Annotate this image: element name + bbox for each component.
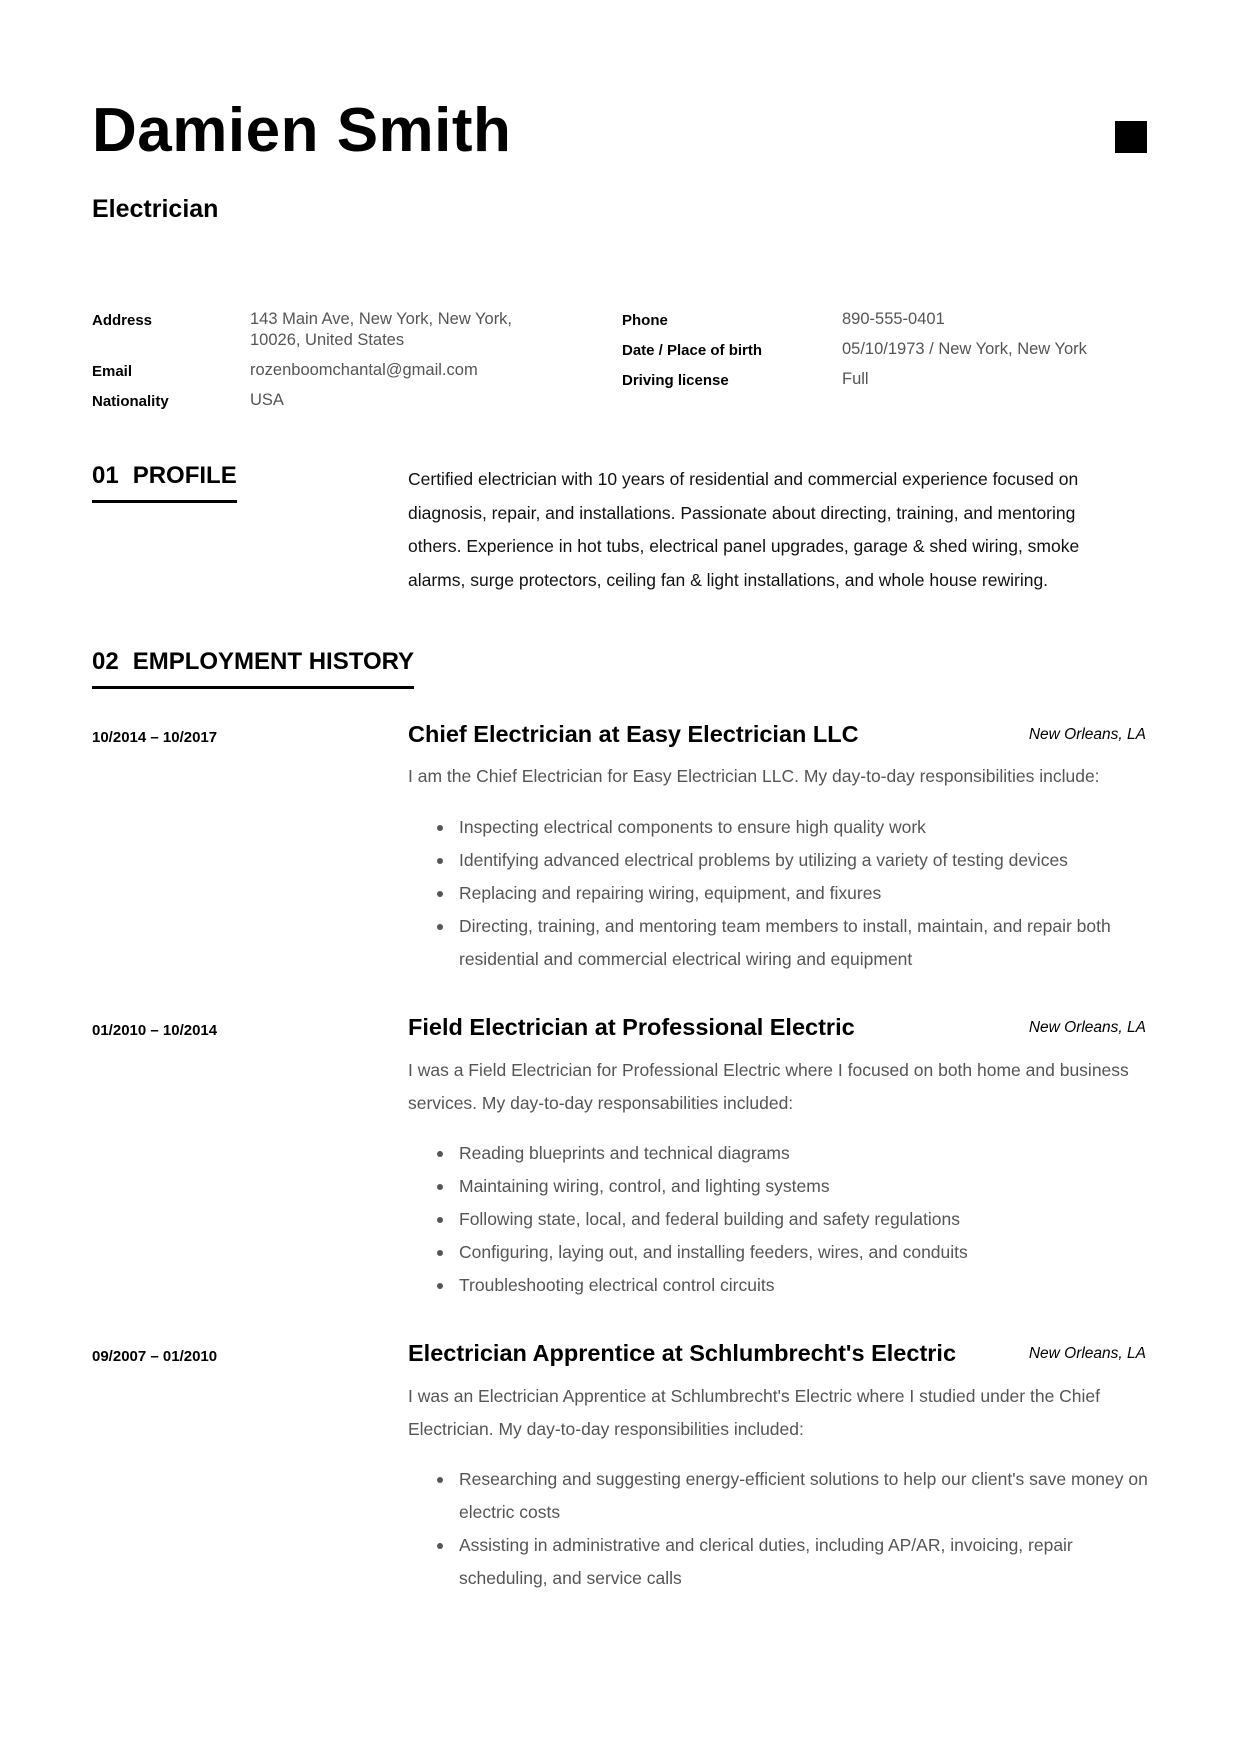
- job-dates: 10/2014 – 10/2017: [92, 729, 218, 746]
- job-location: New Orleans, LA: [1028, 1019, 1146, 1036]
- job-bullet-list: [408, 1137, 1150, 1302]
- section-number: 02: [92, 648, 119, 675]
- list-item: Reading blueprints and technical diagrams: [408, 1137, 1150, 1170]
- job-title-heading: Electrician: [92, 195, 219, 223]
- list-item: Following state, local, and federal building and safety regulations: [408, 1203, 1150, 1236]
- address-label: Address: [92, 312, 153, 329]
- list-item: Inspecting electrical components to ensure high quality work: [408, 811, 1150, 844]
- email-value[interactable]: rozenboomchantal@gmail.com: [250, 361, 478, 379]
- employment-heading: [92, 650, 414, 689]
- section-title: EMPLOYMENT HISTORY: [132, 648, 415, 675]
- job-title: Electrician Apprentice at Schlumbrecht's Electric: [408, 1340, 957, 1366]
- address-value-line2: 10026, United States: [250, 331, 405, 349]
- phone-label: Phone: [622, 312, 668, 329]
- license-label: Driving license: [622, 372, 729, 389]
- job-title: Field Electrician at Professional Electric: [408, 1014, 855, 1040]
- job-description: I was a Field Electrician for Professional Electric where I focused on both home and business services. My day-to-day responsabilities included:: [408, 1060, 1129, 1113]
- section-title: PROFILE: [132, 462, 237, 489]
- section-number: 01: [92, 462, 119, 489]
- job-bullet-list: [408, 811, 1150, 976]
- list-item: Directing, training, and mentoring team members to install, maintain, and repair both residential and commercial electrical wiring and equipment: [408, 910, 1150, 976]
- nationality-label: Nationality: [92, 393, 169, 410]
- list-item: Troubleshooting electrical control circuits: [408, 1269, 1150, 1302]
- resume-name: Damien Smith: [92, 96, 512, 165]
- birth-value: 05/10/1973 / New York, New York: [842, 340, 1087, 358]
- profile-text: Certified electrician with 10 years of residential and commercial experience focused on diagnosis, repair, and installations. Passionate about directing, training, and mentoring others. Experience in hot tubs, electrical panel upgrades, garage & shed wiring, smoke alarms, surge protectors, ceiling fan & light installations, and whole house rewiring.: [408, 469, 1080, 590]
- job-description: I am the Chief Electrician for Easy Electrician LLC. My day-to-day responsibilities include:: [408, 766, 1100, 786]
- list-item: Maintaining wiring, control, and lighting systems: [408, 1170, 1150, 1203]
- address-value-line1: 143 Main Ave, New York, New York,: [250, 310, 513, 328]
- job-title: Chief Electrician at Easy Electrician LLC: [408, 721, 859, 747]
- nationality-value: USA: [250, 391, 284, 409]
- job-location: New Orleans, LA: [1028, 1345, 1146, 1362]
- job-bullet-list: [408, 1463, 1150, 1595]
- list-item: Researching and suggesting energy-efficient solutions to help our client's save money on electric costs: [408, 1463, 1150, 1529]
- list-item: Configuring, laying out, and installing feeders, wires, and conduits: [408, 1236, 1150, 1269]
- email-label: Email: [92, 363, 133, 380]
- list-item: Assisting in administrative and clerical duties, including AP/AR, invoicing, repair scheduling, and service calls: [408, 1529, 1150, 1595]
- job-dates: 09/2007 – 01/2010: [92, 1348, 218, 1365]
- job-description: I was an Electrician Apprentice at Schlumbrecht's Electric where I studied under the Chief Electrician. My day-to-day responsibilities included:: [408, 1386, 1101, 1439]
- job-location: New Orleans, LA: [1028, 726, 1146, 743]
- decorative-square-icon: [1115, 121, 1147, 153]
- phone-value: 890-555-0401: [842, 310, 945, 328]
- list-item: Identifying advanced electrical problems by utilizing a variety of testing devices: [408, 844, 1150, 877]
- birth-label: Date / Place of birth: [622, 342, 763, 359]
- profile-heading: [92, 464, 237, 503]
- job-dates: 01/2010 – 10/2014: [92, 1022, 218, 1039]
- list-item: Replacing and repairing wiring, equipment, and fixures: [408, 877, 1150, 910]
- license-value: Full: [842, 370, 869, 388]
